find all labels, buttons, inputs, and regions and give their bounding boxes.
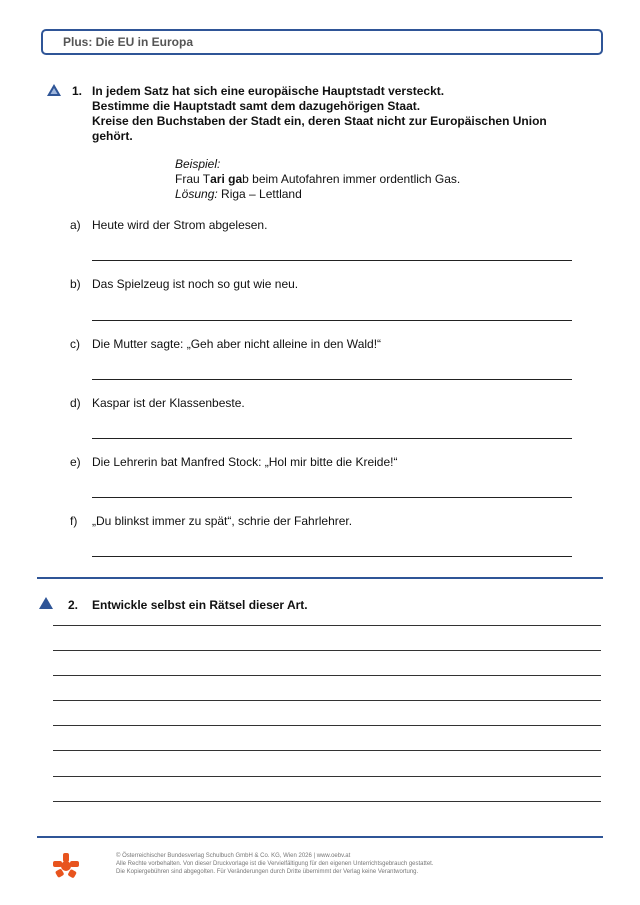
item-sentence: Das Spielzeug ist noch so gut wie neu. [92, 277, 299, 291]
writing-line[interactable] [53, 801, 601, 802]
item-letter: e) [70, 455, 81, 469]
footer-line: © Österreichischer Bundesverlag Schulbuch GmbH & Co. KG, Wien 2026 | www.oebv.at [116, 853, 351, 859]
writing-line[interactable] [53, 700, 601, 701]
item-sentence: Heute wird der Strom abgelesen. [92, 218, 268, 232]
item-sentence: Die Mutter sagte: „Geh aber nicht alleine in den Wald!“ [92, 337, 382, 351]
item-letter: d) [70, 396, 81, 410]
item-letter: f) [70, 514, 78, 528]
item-sentence: „Du blinkst immer zu spät“, schrie der Fahrlehrer. [92, 514, 353, 528]
item-letter: c) [70, 337, 80, 351]
footer-line: Die Kopiergebühren sind abgegolten. Für Veränderungen durch Dritte übernimmt der Verlag keine Verantwortung. [116, 869, 419, 875]
copyright-notice [116, 852, 434, 876]
section-divider [37, 577, 603, 579]
answer-line[interactable] [92, 260, 572, 261]
answer-line[interactable] [92, 556, 572, 557]
solution-label: Lösung: [175, 187, 218, 201]
example-block [175, 157, 460, 202]
writing-line[interactable] [53, 625, 601, 626]
writing-line[interactable] [53, 750, 601, 751]
item-sentence: Kaspar ist der Klassenbeste. [92, 396, 245, 410]
footer-divider [37, 836, 603, 838]
answer-line[interactable] [92, 497, 572, 498]
example-sentence [175, 172, 460, 187]
instruction-line: Kreise den Buchstaben der Stadt ein, deren Staat nicht zur Europäischen Union [92, 114, 547, 128]
answer-line[interactable] [92, 379, 572, 380]
task-1-number: 1. [72, 84, 83, 98]
example-label: Beispiel: [175, 157, 221, 171]
example-text: Frau T [175, 172, 211, 186]
item-letter: a) [70, 218, 81, 232]
writing-line[interactable] [53, 675, 601, 676]
task-2-title: Entwickle selbst ein Rätsel dieser Art. [92, 598, 308, 612]
example-hidden-city: ari ga [210, 172, 243, 186]
solution-text: Riga – Lettland [217, 187, 302, 201]
publisher-logo-icon [52, 852, 80, 880]
item-sentence: Die Lehrerin bat Manfred Stock: „Hol mir bitte die Kreide!“ [92, 455, 398, 469]
answer-line[interactable] [92, 320, 572, 321]
header-box [41, 29, 603, 55]
difficulty-triangle-icon [39, 597, 53, 609]
instruction-line: Bestimme die Hauptstadt samt dem dazugehörigen Staat. [92, 99, 421, 113]
instruction-line: In jedem Satz hat sich eine europäische Hauptstadt versteckt. [92, 84, 445, 98]
example-text: b beim Autofahren immer ordentlich Gas. [242, 172, 461, 186]
answer-line[interactable] [92, 438, 572, 439]
item-letter: b) [70, 277, 81, 291]
footer-line: Alle Rechte vorbehalten. Von dieser Druckvorlage ist die Vervielfältigung für den eigenen Unterrichtsgebrauch gestattet. [116, 861, 434, 867]
example-solution [175, 187, 460, 202]
difficulty-triangle-icon [47, 84, 61, 96]
writing-line[interactable] [53, 725, 601, 726]
page-title: Plus: Die EU in Europa [63, 35, 194, 49]
task-1-instructions [92, 84, 592, 144]
writing-line[interactable] [53, 776, 601, 777]
instruction-line: gehört. [92, 129, 133, 143]
writing-line[interactable] [53, 650, 601, 651]
task-2-number: 2. [68, 598, 79, 612]
